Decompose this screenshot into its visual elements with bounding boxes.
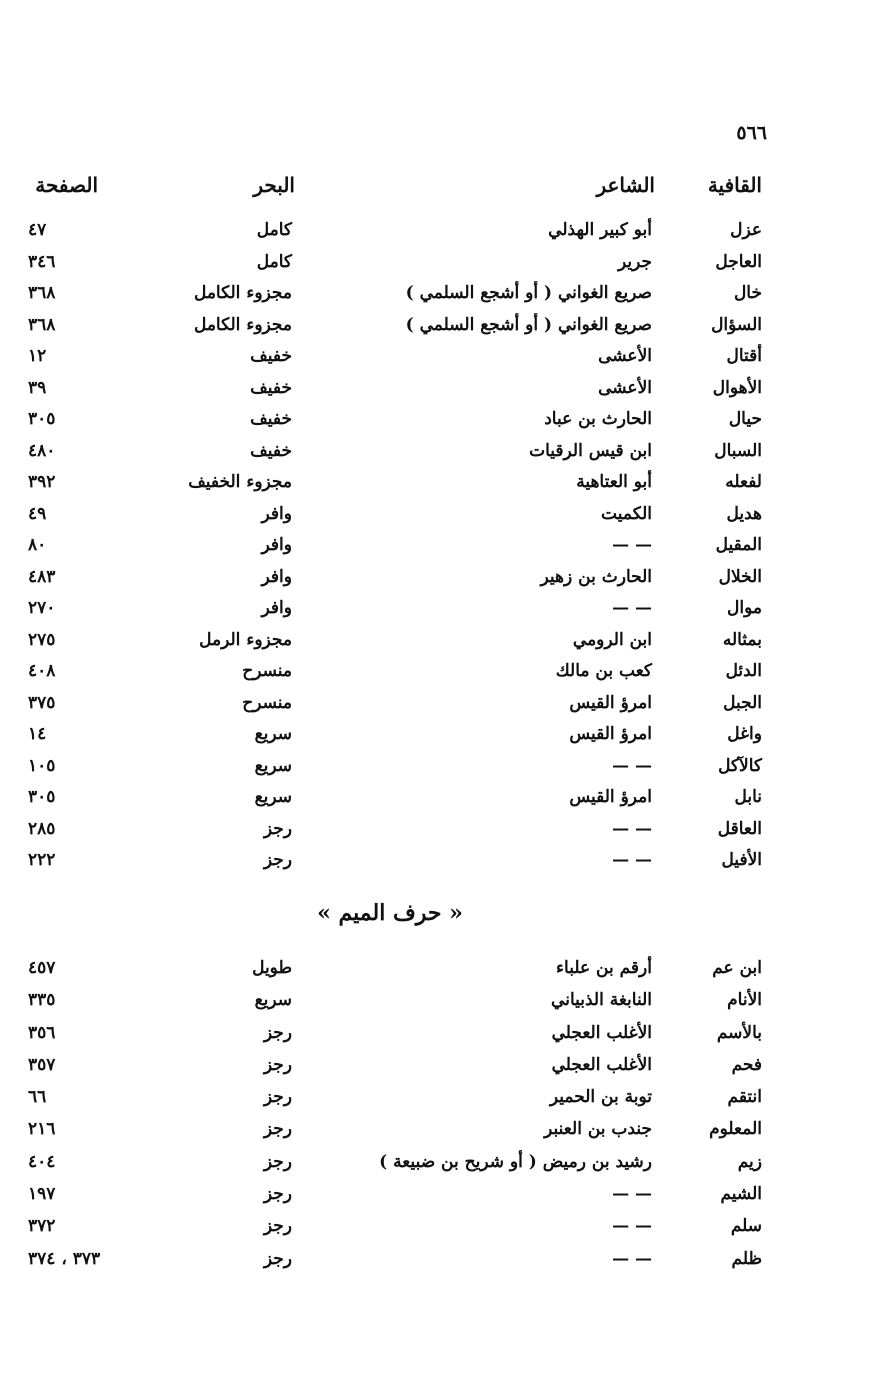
- meter-cell: منسرح: [242, 692, 292, 713]
- meter-cell: طويل: [252, 958, 292, 978]
- page-cell: ٨٠: [28, 535, 47, 555]
- poet-cell: صريع الغواني ( أو أشجع السلمي ): [405, 314, 652, 335]
- rhyme-cell: الدئل: [725, 661, 762, 681]
- header-meter: البحر: [253, 173, 295, 197]
- poet-cell: الحارث بن عباد: [544, 409, 652, 429]
- page-cell: ١٩٧: [28, 1184, 56, 1205]
- rhyme-cell: موال: [727, 598, 762, 618]
- poet-cell: — —: [612, 535, 652, 555]
- page-cell: ٣٩٢: [28, 472, 56, 492]
- table-row: [0, 784, 879, 816]
- poet-cell: — —: [612, 1248, 652, 1269]
- meter-cell: خفيف: [250, 409, 292, 429]
- poet-cell: — —: [612, 1184, 652, 1205]
- page-cell: ٣٧٥: [28, 692, 56, 713]
- poet-cell: امرؤ القيس: [569, 724, 652, 744]
- rhyme-cell: المعلوم: [709, 1119, 762, 1140]
- page-cell: ٣٥٧: [28, 1054, 56, 1075]
- meter-cell: كامل: [256, 220, 292, 240]
- meter-cell: مجزوء الخفيف: [188, 472, 292, 492]
- table-row: [0, 1084, 879, 1116]
- rhyme-cell: خال: [733, 283, 762, 303]
- rhyme-cell: السؤال: [711, 314, 762, 335]
- poet-cell: الحارث بن زهير: [540, 566, 652, 587]
- page-cell: ٤٩: [28, 503, 47, 524]
- page-cell: ٢٧٥: [28, 629, 56, 650]
- rhyme-cell: انتقم: [727, 1087, 762, 1108]
- poet-cell: أبو العتاهية: [576, 472, 652, 492]
- poet-cell: جندب بن العنبر: [544, 1119, 652, 1140]
- table-row: [0, 690, 879, 722]
- meter-cell: سريع: [254, 724, 292, 744]
- meter-cell: رجز: [263, 1119, 292, 1140]
- poet-cell: أبو كبير الهذلي: [548, 220, 652, 240]
- page-cell: ٣٠٥: [28, 409, 56, 429]
- table-row: [0, 987, 879, 1019]
- rhyme-cell: سلم: [730, 1216, 762, 1237]
- rhyme-cell: أقتال: [726, 346, 762, 366]
- meter-cell: رجز: [263, 818, 292, 839]
- table-row: [0, 1052, 879, 1084]
- meter-cell: رجز: [263, 1151, 292, 1172]
- section-title-mim: « حرف الميم »: [317, 900, 463, 926]
- rhyme-cell: لفعله: [725, 472, 762, 492]
- rhyme-cell: الأهوال: [712, 377, 762, 398]
- meter-cell: خفيف: [250, 346, 292, 366]
- meter-cell: وافر: [261, 566, 292, 587]
- rhyme-cell: الخلال: [718, 566, 762, 587]
- poet-cell: — —: [612, 850, 652, 870]
- poet-cell: كعب بن مالك: [555, 661, 652, 681]
- header-page: الصفحة: [35, 173, 98, 197]
- meter-cell: مجزوء الكامل: [193, 283, 292, 303]
- meter-cell: رجز: [263, 1248, 292, 1269]
- poet-cell: رشيد بن رميض ( أو شريح بن ضبيعة ): [379, 1151, 652, 1172]
- meter-cell: كامل: [256, 251, 292, 272]
- rhyme-cell: المقيل: [715, 535, 762, 555]
- page-cell: ٣٣٥: [28, 990, 56, 1011]
- table-row: [0, 721, 879, 753]
- meter-cell: سريع: [254, 990, 292, 1011]
- page-number: ٥٦٦: [736, 122, 767, 144]
- meter-cell: خفيف: [250, 377, 292, 398]
- table-row: [0, 955, 879, 987]
- meter-cell: وافر: [261, 598, 292, 618]
- poet-cell: توبة بن الحمير: [549, 1087, 652, 1108]
- table-row: [0, 343, 879, 375]
- table-row: [0, 816, 879, 848]
- page-cell: ٤٨٣: [28, 566, 56, 587]
- rhyme-cell: عزل: [730, 220, 762, 240]
- table-row: [0, 501, 879, 533]
- page-cell: ٤٠٤: [28, 1151, 56, 1172]
- poet-cell: الأغلب العجلي: [551, 1054, 652, 1075]
- meter-cell: وافر: [261, 535, 292, 555]
- rhyme-cell: كالآكل: [718, 755, 762, 776]
- table-row: [0, 564, 879, 596]
- page-cell: ١٢: [28, 346, 47, 366]
- page-cell: ٤٠٨: [28, 661, 56, 681]
- poet-cell: — —: [612, 818, 652, 839]
- meter-cell: سريع: [254, 787, 292, 807]
- table-row: [0, 280, 879, 312]
- rhyme-cell: الأفيل: [721, 850, 762, 870]
- table-row: [0, 1181, 879, 1213]
- page-cell: ٣٩: [28, 377, 47, 398]
- header-poet: الشاعر: [596, 173, 655, 197]
- rhyme-cell: الشيم: [720, 1184, 762, 1205]
- rhyme-cell: الجبل: [723, 692, 762, 713]
- page-cell: ٤٧: [28, 220, 47, 240]
- poet-cell: النابغة الذبياني: [551, 990, 652, 1011]
- page-cell: ٣٦٨: [28, 283, 56, 303]
- poet-cell: الأغلب العجلي: [551, 1022, 652, 1043]
- table-row: [0, 249, 879, 281]
- rhyme-cell: العاقل: [717, 818, 762, 839]
- page-cell: ٤٨٠: [28, 440, 56, 461]
- page-cell: ١٠٥: [28, 755, 56, 776]
- page-cell: ٢٧٠: [28, 598, 56, 618]
- poet-cell: الأعشى: [598, 346, 652, 366]
- poet-cell: جرير: [618, 251, 652, 272]
- meter-cell: مجزوء الرمل: [199, 629, 292, 650]
- meter-cell: مجزوء الكامل: [193, 314, 292, 335]
- poet-cell: ابن الرومي: [572, 629, 652, 650]
- rhyme-cell: واغل: [727, 724, 762, 744]
- rhyme-cell: ابن عم: [712, 958, 762, 978]
- table-row: [0, 595, 879, 627]
- rhyme-cell: السبال: [714, 440, 762, 461]
- meter-cell: رجز: [263, 1022, 292, 1043]
- table-row: [0, 375, 879, 407]
- rhyme-cell: العاجل: [715, 251, 762, 272]
- table-row: [0, 1020, 879, 1052]
- meter-cell: خفيف: [250, 440, 292, 461]
- page-cell: ٣٦٨: [28, 314, 56, 335]
- table-row: [0, 658, 879, 690]
- meter-cell: وافر: [261, 503, 292, 524]
- table-row: [0, 1149, 879, 1181]
- page-cell: ٣٥٦: [28, 1022, 56, 1043]
- meter-cell: رجز: [263, 1054, 292, 1075]
- rhyme-cell: فحم: [731, 1054, 762, 1075]
- rhyme-cell: زيم: [737, 1151, 762, 1172]
- rhyme-cell: بمثاله: [722, 629, 762, 650]
- rhyme-cell: حيال: [728, 409, 762, 429]
- meter-cell: منسرح: [242, 661, 292, 681]
- index-table-lam: [0, 217, 879, 879]
- table-row: [0, 438, 879, 470]
- meter-cell: رجز: [263, 1184, 292, 1205]
- poet-cell: امرؤ القيس: [569, 692, 652, 713]
- poet-cell: ابن قيس الرقيات: [529, 440, 652, 461]
- page-cell: ٢١٦: [28, 1119, 56, 1140]
- poet-cell: امرؤ القيس: [569, 787, 652, 807]
- page-cell: ٣٤٦: [28, 251, 56, 272]
- index-table-mim: [0, 955, 879, 1278]
- poet-cell: — —: [612, 598, 652, 618]
- page-cell: ٤٥٧: [28, 958, 56, 978]
- rhyme-cell: نابل: [734, 787, 762, 807]
- table-row: [0, 312, 879, 344]
- table-row: [0, 217, 879, 249]
- page-cell: ٢٨٥: [28, 818, 56, 839]
- table-row: [0, 753, 879, 785]
- rhyme-cell: هديل: [726, 503, 762, 524]
- meter-cell: رجز: [263, 1087, 292, 1108]
- meter-cell: رجز: [263, 1216, 292, 1237]
- table-row: [0, 627, 879, 659]
- table-row: [0, 532, 879, 564]
- poet-cell: أرقم بن علباء: [556, 958, 652, 978]
- rhyme-cell: بالأسم: [716, 1022, 762, 1043]
- page-cell: ٣٧٢: [28, 1216, 56, 1237]
- page-cell: ٦٦: [28, 1087, 47, 1108]
- table-row: [0, 1116, 879, 1148]
- table-row: [0, 1246, 879, 1278]
- table-row: [0, 406, 879, 438]
- poet-cell: الأعشى: [598, 377, 652, 398]
- table-row: [0, 1213, 879, 1245]
- header-rhyme: القافية: [707, 173, 762, 197]
- meter-cell: رجز: [263, 850, 292, 870]
- poet-cell: — —: [612, 755, 652, 776]
- page-cell: ٣٠٥: [28, 787, 56, 807]
- table-row: [0, 469, 879, 501]
- page-cell: ٢٢٢: [28, 850, 56, 870]
- rhyme-cell: ظلم: [731, 1248, 762, 1269]
- rhyme-cell: الأنام: [727, 990, 762, 1011]
- table-row: [0, 847, 879, 879]
- page-cell: ٣٧٣ ، ٣٧٤: [28, 1248, 101, 1269]
- poet-cell: صريع الغواني ( أو أشجع السلمي ): [405, 283, 652, 303]
- meter-cell: سريع: [254, 755, 292, 776]
- poet-cell: الكميت: [601, 503, 652, 524]
- poet-cell: — —: [612, 1216, 652, 1237]
- page-cell: ١٤: [28, 724, 47, 744]
